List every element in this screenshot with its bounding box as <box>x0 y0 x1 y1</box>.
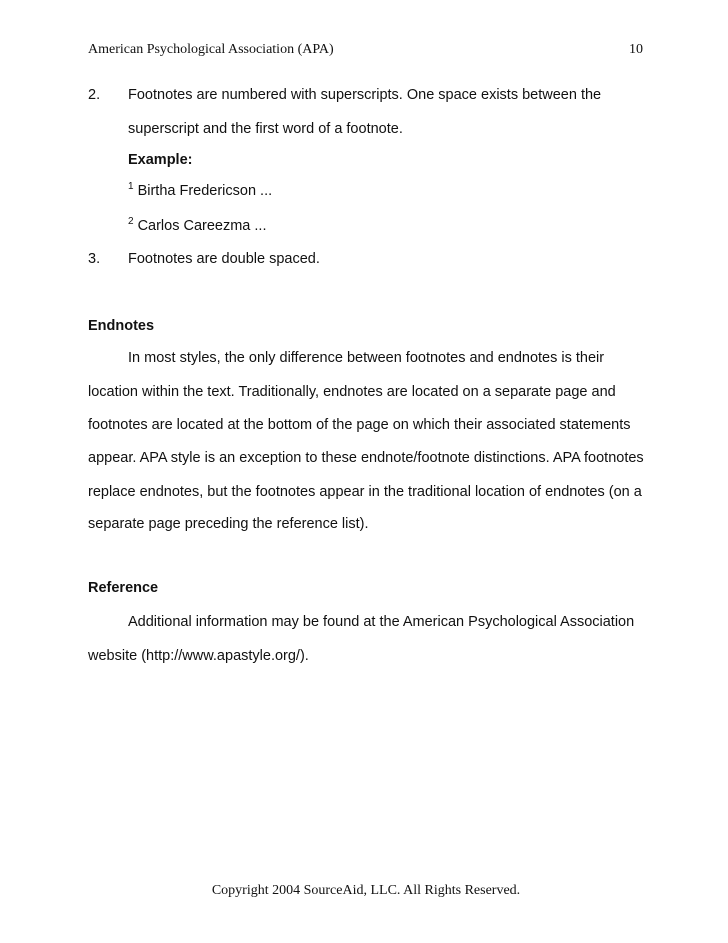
paragraph-line: location within the text. Traditionally, endnotes are located on a separate page and <box>88 384 616 400</box>
paragraph-line: separate page preceding the reference list). <box>88 516 369 532</box>
footnote-example-2 <box>128 217 668 237</box>
paragraph-line: appear. APA style is an exception to these endnote/footnote distinctions. APA footnotes <box>88 450 644 466</box>
section-heading-endnotes: Endnotes <box>88 318 155 334</box>
footnote-superscript: 2 <box>128 216 134 227</box>
page-number: 10 <box>629 42 643 57</box>
list-item-2-line-2: superscript and the first word of a footnote. <box>128 121 403 137</box>
list-item-number: 3. <box>88 251 101 267</box>
list-item-number: 2. <box>88 87 101 103</box>
paragraph-line: Additional information may be found at the American Psychological Association <box>128 614 635 630</box>
paragraph-line: website (http://www.apastyle.org/). <box>88 648 309 664</box>
list-item-3-text: Footnotes are double spaced. <box>128 251 320 267</box>
page-footer <box>0 882 728 900</box>
running-head <box>88 41 643 59</box>
paragraph-line: In most styles, the only difference between footnotes and endnotes is their <box>128 350 605 366</box>
list-item-2-line-1: Footnotes are numbered with superscripts. One space exists between the <box>128 87 602 103</box>
section-heading-reference: Reference <box>88 580 159 596</box>
copyright-notice: Copyright 2004 SourceAid, LLC. All Rights Reserved. <box>211 883 521 898</box>
paragraph-line: replace endnotes, but the footnotes appear in the traditional location of endnotes (on a <box>88 484 642 500</box>
footnote-superscript: 1 <box>128 181 134 192</box>
running-head-title: American Psychological Association (APA) <box>88 42 334 57</box>
footnote-example-text: Birtha Fredericson ... <box>137 183 273 199</box>
footnote-example-text: Carlos Careezma ... <box>137 218 267 234</box>
footnote-example-1 <box>128 182 668 202</box>
paragraph-line: footnotes are located at the bottom of the page on which their associated statements <box>88 417 631 433</box>
example-label: Example: <box>128 152 193 168</box>
